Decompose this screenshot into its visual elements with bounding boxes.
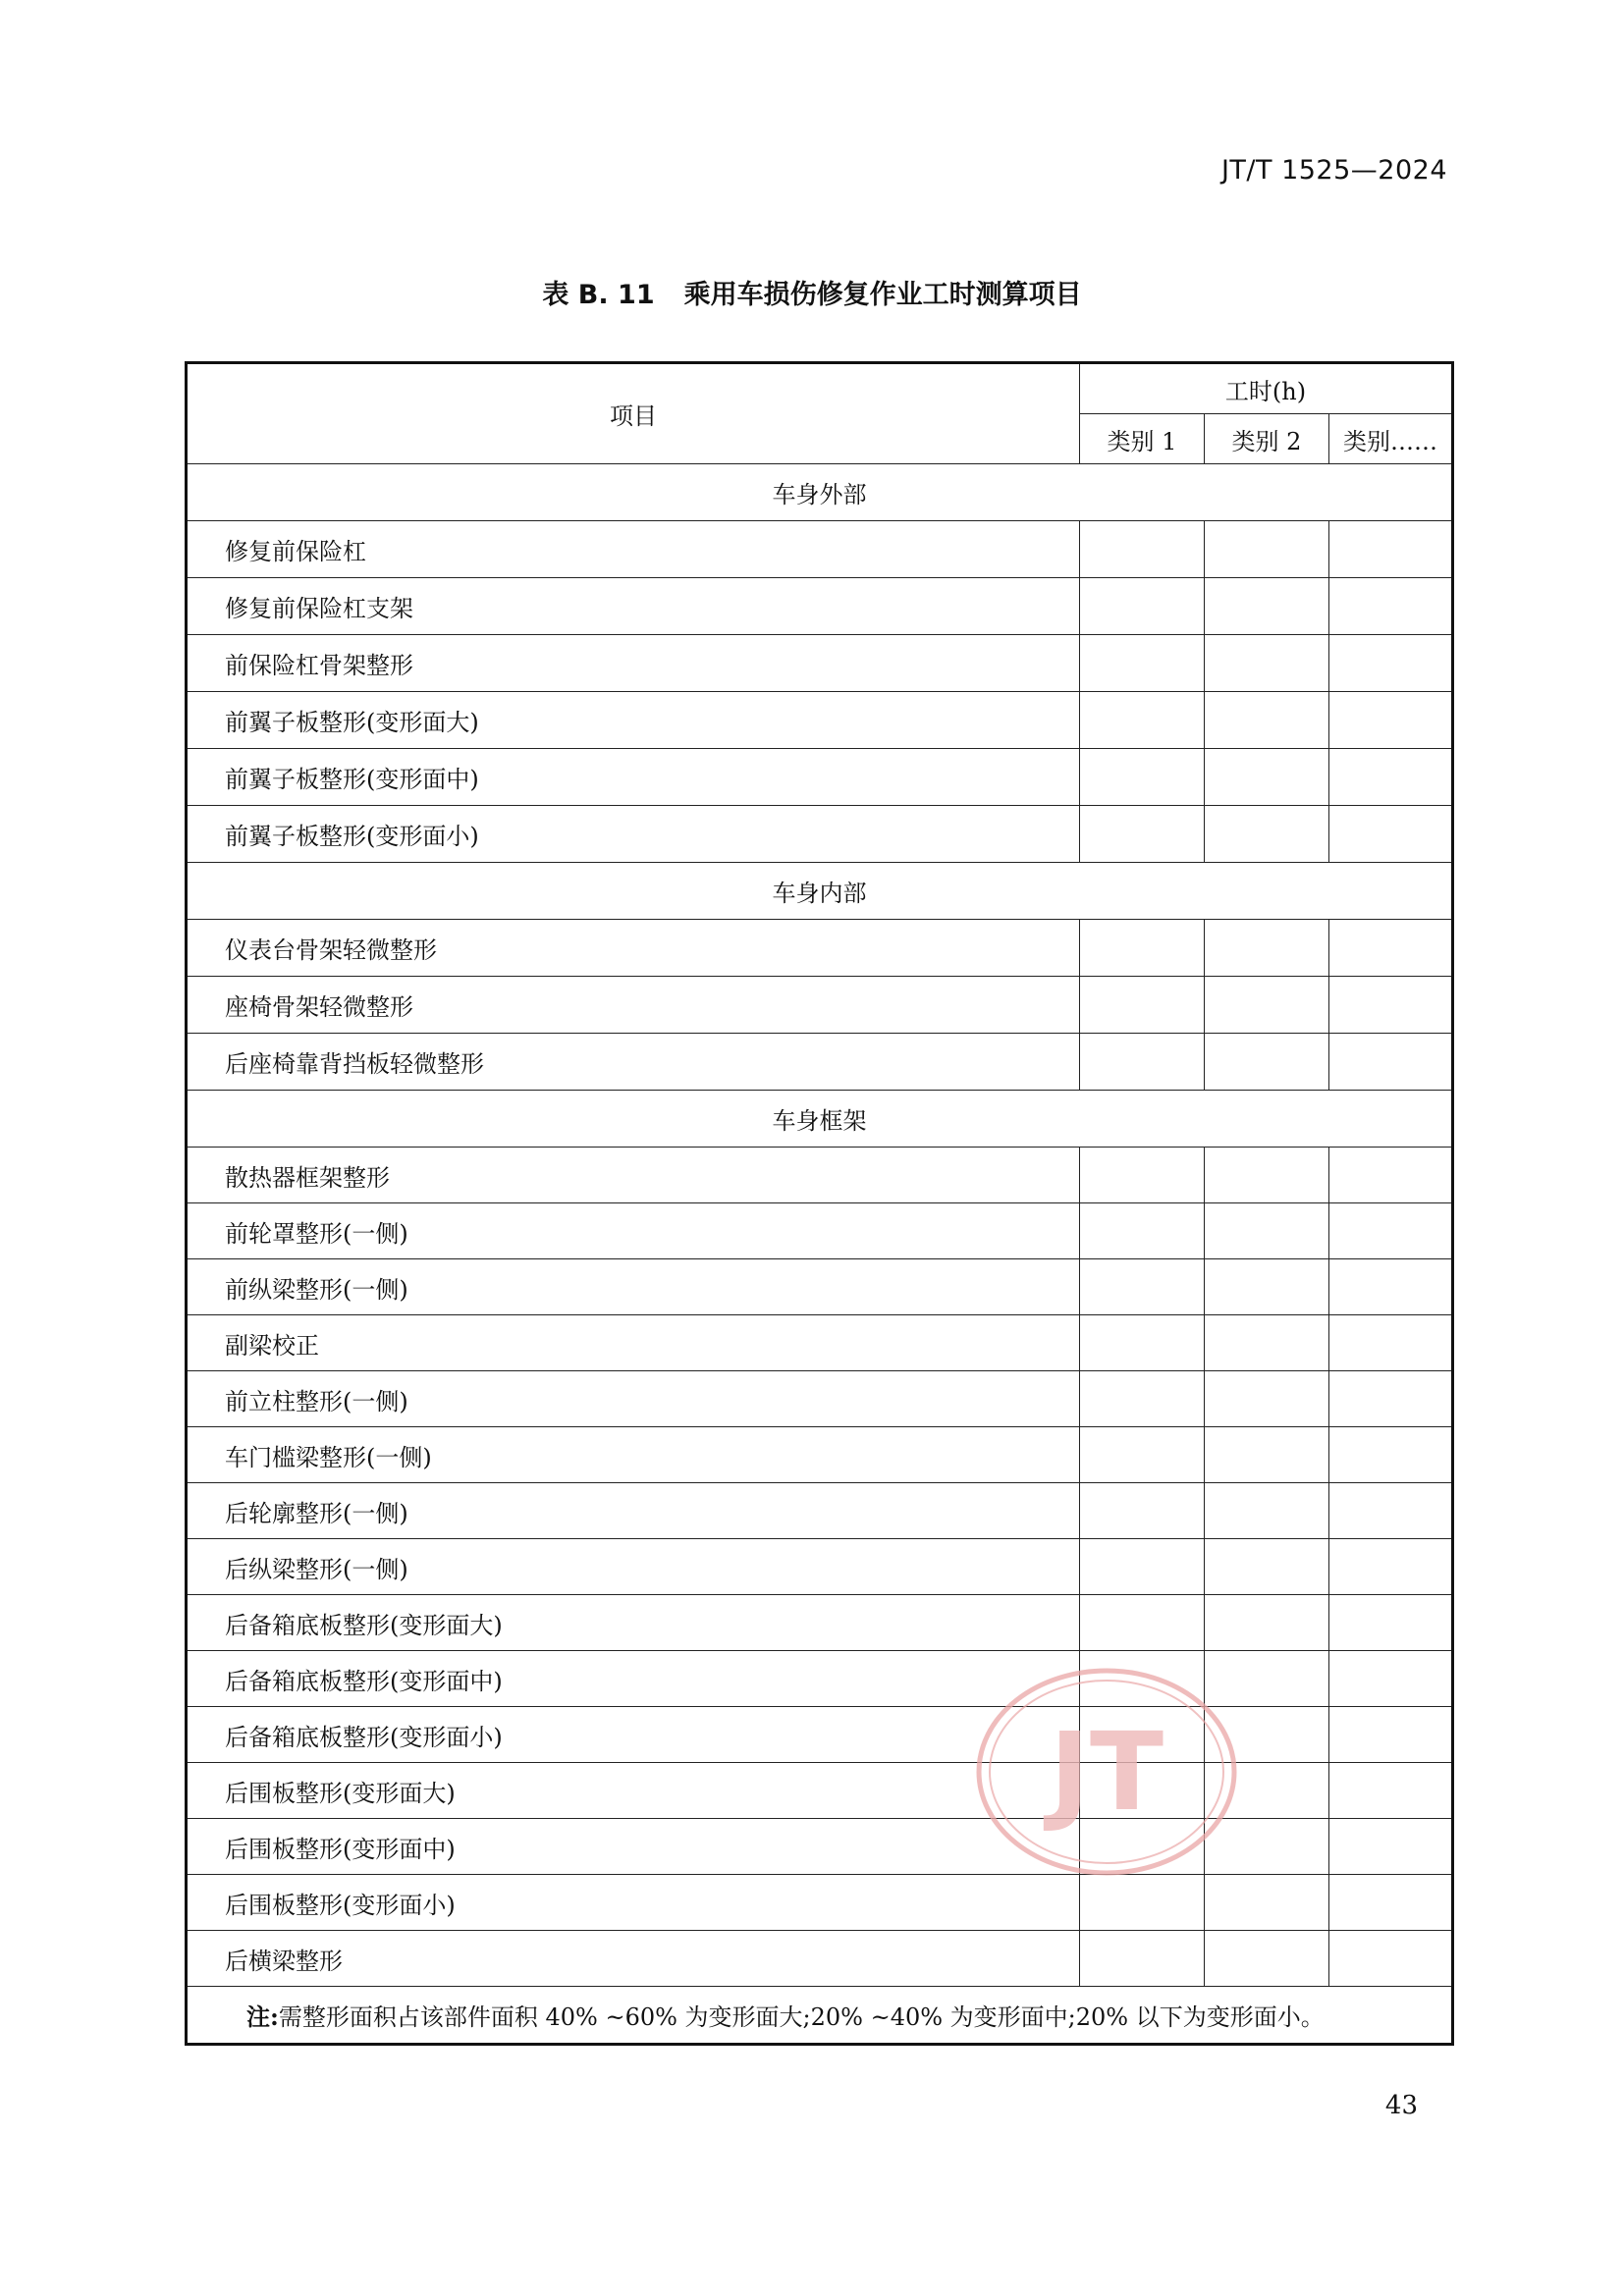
hours-cell-category-1 xyxy=(1080,1315,1205,1371)
column-header-item: 项目 xyxy=(187,363,1080,464)
hours-cell-category-2 xyxy=(1205,1707,1329,1763)
hours-cell-category-3 xyxy=(1329,1034,1453,1091)
hours-cell-category-3 xyxy=(1329,578,1453,635)
hours-cell-category-3 xyxy=(1329,1315,1453,1371)
hours-cell-category-1 xyxy=(1080,578,1205,635)
hours-cell-category-2 xyxy=(1205,806,1329,863)
table-row xyxy=(187,1034,1453,1091)
item-name: 前立柱整形(一侧) xyxy=(187,1371,1080,1427)
table-row xyxy=(187,1651,1453,1707)
table-row xyxy=(187,1483,1453,1539)
section-title: 车身框架 xyxy=(187,1091,1453,1148)
hours-cell-category-3 xyxy=(1329,1819,1453,1875)
item-name: 前翼子板整形(变形面大) xyxy=(187,692,1080,749)
table-row xyxy=(187,1763,1453,1819)
table-row xyxy=(187,635,1453,692)
hours-cell-category-1 xyxy=(1080,1427,1205,1483)
hours-cell-category-1 xyxy=(1080,1875,1205,1931)
item-name: 前纵梁整形(一侧) xyxy=(187,1259,1080,1315)
section-row xyxy=(187,1091,1453,1148)
column-header-category-1: 类别 1 xyxy=(1080,414,1205,464)
hours-cell-category-2 xyxy=(1205,1259,1329,1315)
item-name: 后备箱底板整形(变形面中) xyxy=(187,1651,1080,1707)
item-name: 后纵梁整形(一侧) xyxy=(187,1539,1080,1595)
hours-cell-category-2 xyxy=(1205,1763,1329,1819)
svg-text:JT: JT xyxy=(1050,1709,1164,1835)
table-row xyxy=(187,806,1453,863)
hours-cell-category-1 xyxy=(1080,635,1205,692)
table-row xyxy=(187,1931,1453,1987)
hours-cell-category-3 xyxy=(1329,1595,1453,1651)
hours-cell-category-3 xyxy=(1329,920,1453,977)
hours-cell-category-1 xyxy=(1080,749,1205,806)
column-header-category-2: 类别 2 xyxy=(1205,414,1329,464)
hours-cell-category-3 xyxy=(1329,692,1453,749)
hours-cell-category-3 xyxy=(1329,1539,1453,1595)
table-row xyxy=(187,920,1453,977)
item-name: 后围板整形(变形面中) xyxy=(187,1819,1080,1875)
table-row xyxy=(187,1539,1453,1595)
hours-cell-category-1 xyxy=(1080,1148,1205,1203)
table-row xyxy=(187,1315,1453,1371)
column-header-hours: 工时(h) xyxy=(1080,363,1453,414)
note-text: 需整形面积占该部件面积 40% ~60% 为变形面大;20% ~40% 为变形面中;20% 以下为变形面小。 xyxy=(278,2003,1325,2031)
item-name: 后备箱底板整形(变形面大) xyxy=(187,1595,1080,1651)
hours-cell-category-1 xyxy=(1080,1259,1205,1315)
hours-cell-category-3 xyxy=(1329,1483,1453,1539)
item-name: 修复前保险杠支架 xyxy=(187,578,1080,635)
table-note xyxy=(187,1987,1453,2045)
section-title: 车身内部 xyxy=(187,863,1453,920)
hours-cell-category-1 xyxy=(1080,1539,1205,1595)
hours-cell-category-2 xyxy=(1205,1651,1329,1707)
hours-cell-category-1 xyxy=(1080,1203,1205,1259)
hours-cell-category-1 xyxy=(1080,1371,1205,1427)
item-name: 前保险杠骨架整形 xyxy=(187,635,1080,692)
table-row xyxy=(187,578,1453,635)
item-name: 后备箱底板整形(变形面小) xyxy=(187,1707,1080,1763)
hours-cell-category-2 xyxy=(1205,1539,1329,1595)
work-hours-table xyxy=(185,361,1454,2046)
hours-cell-category-2 xyxy=(1205,920,1329,977)
hours-cell-category-2 xyxy=(1205,578,1329,635)
hours-cell-category-3 xyxy=(1329,1259,1453,1315)
hours-cell-category-1 xyxy=(1080,1483,1205,1539)
item-name: 修复前保险杠 xyxy=(187,521,1080,578)
item-name: 仪表台骨架轻微整形 xyxy=(187,920,1080,977)
item-name: 副梁校正 xyxy=(187,1315,1080,1371)
hours-cell-category-1 xyxy=(1080,1707,1205,1763)
item-name: 座椅骨架轻微整形 xyxy=(187,977,1080,1034)
hours-cell-category-3 xyxy=(1329,1707,1453,1763)
item-name: 后座椅靠背挡板轻微整形 xyxy=(187,1034,1080,1091)
hours-cell-category-3 xyxy=(1329,1875,1453,1931)
hours-cell-category-3 xyxy=(1329,1931,1453,1987)
table-row xyxy=(187,692,1453,749)
column-header-category-more: 类别…… xyxy=(1329,414,1453,464)
section-title: 车身外部 xyxy=(187,464,1453,521)
item-name: 车门槛梁整形(一侧) xyxy=(187,1427,1080,1483)
table-row xyxy=(187,1707,1453,1763)
table-row xyxy=(187,1427,1453,1483)
hours-cell-category-2 xyxy=(1205,1371,1329,1427)
hours-cell-category-2 xyxy=(1205,977,1329,1034)
table-row xyxy=(187,1819,1453,1875)
table-title xyxy=(0,273,1624,311)
hours-cell-category-1 xyxy=(1080,920,1205,977)
hours-cell-category-3 xyxy=(1329,1371,1453,1427)
note-row xyxy=(187,1987,1453,2045)
hours-cell-category-2 xyxy=(1205,635,1329,692)
hours-cell-category-1 xyxy=(1080,692,1205,749)
hours-cell-category-2 xyxy=(1205,1931,1329,1987)
note-label: 注: xyxy=(246,2002,279,2031)
hours-cell-category-1 xyxy=(1080,806,1205,863)
hours-cell-category-3 xyxy=(1329,749,1453,806)
hours-cell-category-2 xyxy=(1205,521,1329,578)
item-name: 散热器框架整形 xyxy=(187,1148,1080,1203)
hours-cell-category-2 xyxy=(1205,692,1329,749)
hours-cell-category-2 xyxy=(1205,1819,1329,1875)
item-name: 前翼子板整形(变形面小) xyxy=(187,806,1080,863)
hours-cell-category-2 xyxy=(1205,1595,1329,1651)
hours-cell-category-2 xyxy=(1205,1427,1329,1483)
table-row xyxy=(187,1595,1453,1651)
table-row xyxy=(187,977,1453,1034)
hours-cell-category-1 xyxy=(1080,977,1205,1034)
table-row xyxy=(187,1203,1453,1259)
hours-cell-category-3 xyxy=(1329,1203,1453,1259)
section-row xyxy=(187,863,1453,920)
table-row xyxy=(187,749,1453,806)
hours-cell-category-3 xyxy=(1329,1763,1453,1819)
hours-cell-category-2 xyxy=(1205,1203,1329,1259)
hours-cell-category-2 xyxy=(1205,749,1329,806)
item-name: 后围板整形(变形面大) xyxy=(187,1763,1080,1819)
hours-cell-category-1 xyxy=(1080,1763,1205,1819)
hours-cell-category-3 xyxy=(1329,521,1453,578)
hours-cell-category-2 xyxy=(1205,1148,1329,1203)
hours-cell-category-2 xyxy=(1205,1875,1329,1931)
table-row xyxy=(187,1148,1453,1203)
hours-cell-category-3 xyxy=(1329,1427,1453,1483)
hours-cell-category-3 xyxy=(1329,635,1453,692)
hours-cell-category-1 xyxy=(1080,1931,1205,1987)
table-title-text: 乘用车损伤修复作业工时测算项目 xyxy=(683,280,1082,310)
hours-cell-category-1 xyxy=(1080,1651,1205,1707)
item-name: 后横梁整形 xyxy=(187,1931,1080,1987)
hours-cell-category-1 xyxy=(1080,1034,1205,1091)
table-row xyxy=(187,521,1453,578)
hours-cell-category-3 xyxy=(1329,977,1453,1034)
table-number: 表 B. 11 xyxy=(542,280,655,310)
item-name: 后轮廓整形(一侧) xyxy=(187,1483,1080,1539)
hours-cell-category-1 xyxy=(1080,1595,1205,1651)
table-row xyxy=(187,1259,1453,1315)
hours-cell-category-1 xyxy=(1080,1819,1205,1875)
standard-number: JT/T 1525—2024 xyxy=(1220,155,1447,186)
table-row xyxy=(187,1371,1453,1427)
hours-cell-category-3 xyxy=(1329,806,1453,863)
item-name: 后围板整形(变形面小) xyxy=(187,1875,1080,1931)
hours-cell-category-2 xyxy=(1205,1034,1329,1091)
item-name: 前轮罩整形(一侧) xyxy=(187,1203,1080,1259)
page-number: 43 xyxy=(1384,2091,1418,2120)
hours-cell-category-3 xyxy=(1329,1651,1453,1707)
hours-cell-category-2 xyxy=(1205,1483,1329,1539)
hours-cell-category-2 xyxy=(1205,1315,1329,1371)
hours-cell-category-3 xyxy=(1329,1148,1453,1203)
section-row xyxy=(187,464,1453,521)
table-row xyxy=(187,1875,1453,1931)
hours-cell-category-1 xyxy=(1080,521,1205,578)
item-name: 前翼子板整形(变形面中) xyxy=(187,749,1080,806)
